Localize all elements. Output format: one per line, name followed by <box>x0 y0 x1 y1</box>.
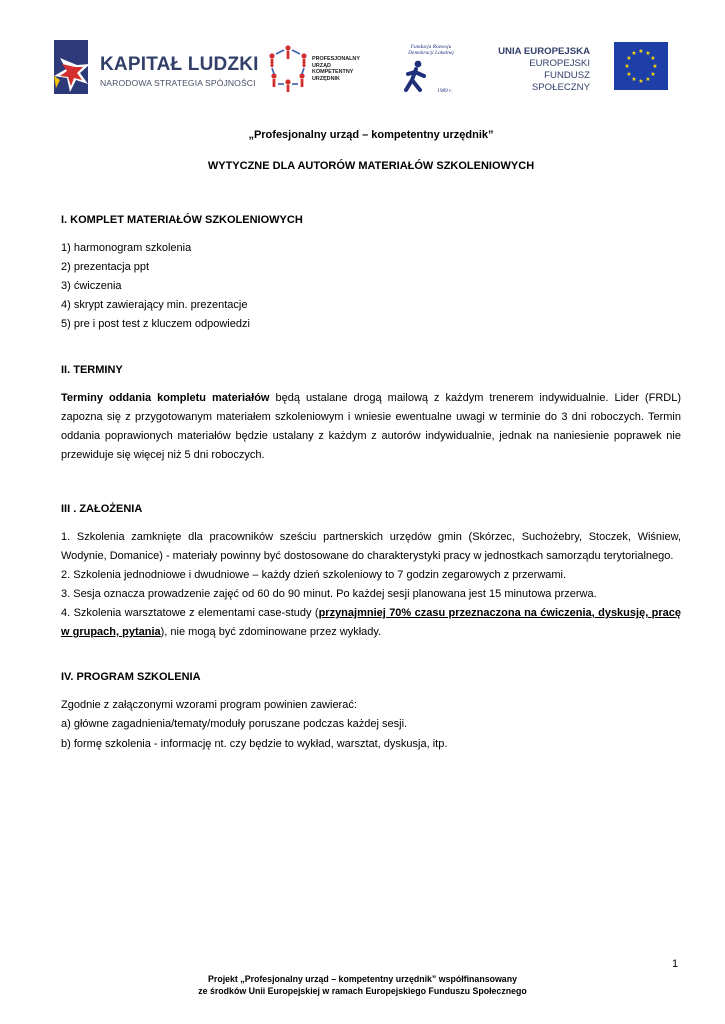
svg-text:★: ★ <box>624 63 630 70</box>
fundacja-logo <box>396 44 462 106</box>
footer-line-1: Projekt „Profesjonalny urząd – kompetentny urzędnik” współfinansowany <box>208 974 517 984</box>
terminy-bold-lead: Terminy oddania kompletu materiałów <box>61 392 270 404</box>
svg-text:★: ★ <box>645 76 651 83</box>
list-item: 1) harmonogram szkolenia <box>61 242 192 254</box>
unia-europejska-logo <box>496 42 676 94</box>
footer-line-2: ze środków Unii Europejskiej w ramach Europejskiego Funduszu Społecznego <box>198 985 527 996</box>
section-4-intro: Zgodnie z załączonymi wzorami program powinien zawierać: <box>61 699 357 711</box>
logo-bar <box>0 36 725 106</box>
p4-underlined-2: w grupach, pytania <box>61 626 161 638</box>
svg-text:★: ★ <box>650 55 656 62</box>
kapital-ludzki-subtitle: NARODOWA STRATEGIA SPÓJNOŚCI <box>100 78 256 88</box>
section-4-heading: IV. PROGRAM SZKOLENIA <box>61 671 201 683</box>
fundacja-line-1: Fundacja Rozwoju <box>410 44 452 50</box>
svg-text:★: ★ <box>631 76 637 83</box>
section-2-line-1 <box>61 389 681 408</box>
section-3-heading: III . ZAŁOŻENIA <box>61 503 143 515</box>
profesjonalny-line-3: KOMPETENTNY <box>312 69 354 76</box>
ue-line-2: EUROPEJSKI <box>529 58 590 69</box>
svg-text:★: ★ <box>652 63 658 70</box>
section-2-line-3: oddania poprawionych materiałów będzie ustalany z każdym z autorów indywidualnie, jednak na naniesienie poprawek nie <box>61 430 681 442</box>
p4-underlined-1: przynajmniej 70% czasu przeznaczona na ćwiczenia, dyskusję, pracę <box>318 607 681 619</box>
terminy-line-1-rest: będą ustalane drogą mailową z każdym trenerem indywidualnie. Lider (FRDL) <box>269 392 681 404</box>
kapital-ludzki-title: KAPITAŁ LUDZKI <box>100 54 259 75</box>
list-item: 3) ćwiczenia <box>61 280 122 292</box>
section-3-p4-line-1 <box>61 604 681 623</box>
ue-line-1: UNIA EUROPEJSKA <box>498 46 590 57</box>
kapital-ludzki-logo <box>50 36 259 98</box>
section-1-heading: I. KOMPLET MATERIAŁÓW SZKOLENIOWYCH <box>61 214 303 226</box>
section-4-item-b: b) formę szkolenia - informację nt. czy będzie to wykład, warsztat, dyskusja, itp. <box>61 738 448 750</box>
section-4-item-a: a) główne zagadnienia/tematy/moduły poruszane podczas każdej sesji. <box>61 718 408 730</box>
p4-end: ), nie mogą być zdominowane przez wykłady. <box>160 626 382 638</box>
eu-flag-icon <box>614 42 668 90</box>
list-item: 5) pre i post test z kluczem odpowiedzi <box>61 318 250 330</box>
profesjonalny-line-2: URZĄD <box>312 62 331 69</box>
section-3-p1-line-2: Wodynie, Domanice) - materiały powinny być dostosowane do charakterystyki pracy w jednostkach samorządu terytorialnego. <box>61 550 674 562</box>
ue-line-3: FUNDUSZ SPOŁECZNY <box>531 70 590 93</box>
footer <box>0 974 725 997</box>
list-item: 2) prezentacja ppt <box>61 261 150 273</box>
svg-text:★: ★ <box>650 71 656 78</box>
section-3-p1-line-1: 1. Szkolenia zamknięte dla pracowników sześciu partnerskich urzędów gmin (Skórzec, Suchożebry, Stoczek, Wiśniew, <box>61 531 681 543</box>
kapital-ludzki-star-icon <box>50 36 96 98</box>
section-3-p3: 3. Sesja oznacza prowadzenie zajęć od 60 do 90 minut. Po każdej sesji planowana jest 15 minutowa przerwa. <box>61 588 597 600</box>
document-subtitle: WYTYCZNE DLA AUTORÓW MATERIAŁÓW SZKOLENIOWYCH <box>207 160 535 172</box>
fundacja-year: 1989 r. <box>437 88 452 94</box>
section-2-line-2: zapozna się z przygotowanym materiałem szkoleniowym i wniesie ewentualne uwagi w terminie do 3 dni roboczych. Termin <box>61 411 681 423</box>
section-2-heading: II. TERMINY <box>61 364 123 376</box>
svg-text:★: ★ <box>626 55 632 62</box>
fundacja-line-2: Demokracji Lokalnej <box>408 50 454 57</box>
people-circle-icon <box>266 44 310 92</box>
svg-text:★: ★ <box>638 48 644 55</box>
svg-text:★: ★ <box>626 71 632 78</box>
list-item: 4) skrypt zawierający min. prezentacje <box>61 299 248 311</box>
profesjonalny-urzad-logo <box>266 44 376 96</box>
running-figure-icon <box>402 60 430 94</box>
svg-text:★: ★ <box>631 50 637 57</box>
profesjonalny-line-1: PROFESJONALNY <box>312 56 360 62</box>
p4-start: 4. Szkolenia warsztatowe z elementami case-study ( <box>61 607 319 619</box>
profesjonalny-line-4: URZĘDNIK <box>312 75 340 82</box>
svg-text:★: ★ <box>645 50 651 57</box>
document-title: „Profesjonalny urząd – kompetentny urzędnik” <box>248 129 494 141</box>
svg-text:★: ★ <box>638 78 644 85</box>
section-3-p2: 2. Szkolenia jednodniowe i dwudniowe – każdy dzień szkoleniowy to 7 godzin zegarowych z przerwami. <box>61 569 567 581</box>
page-number: 1 <box>672 958 679 970</box>
section-3-p4-line-2 <box>61 623 681 642</box>
section-2-line-4: przewiduje się więcej niż 5 dni roboczych. <box>61 449 265 461</box>
